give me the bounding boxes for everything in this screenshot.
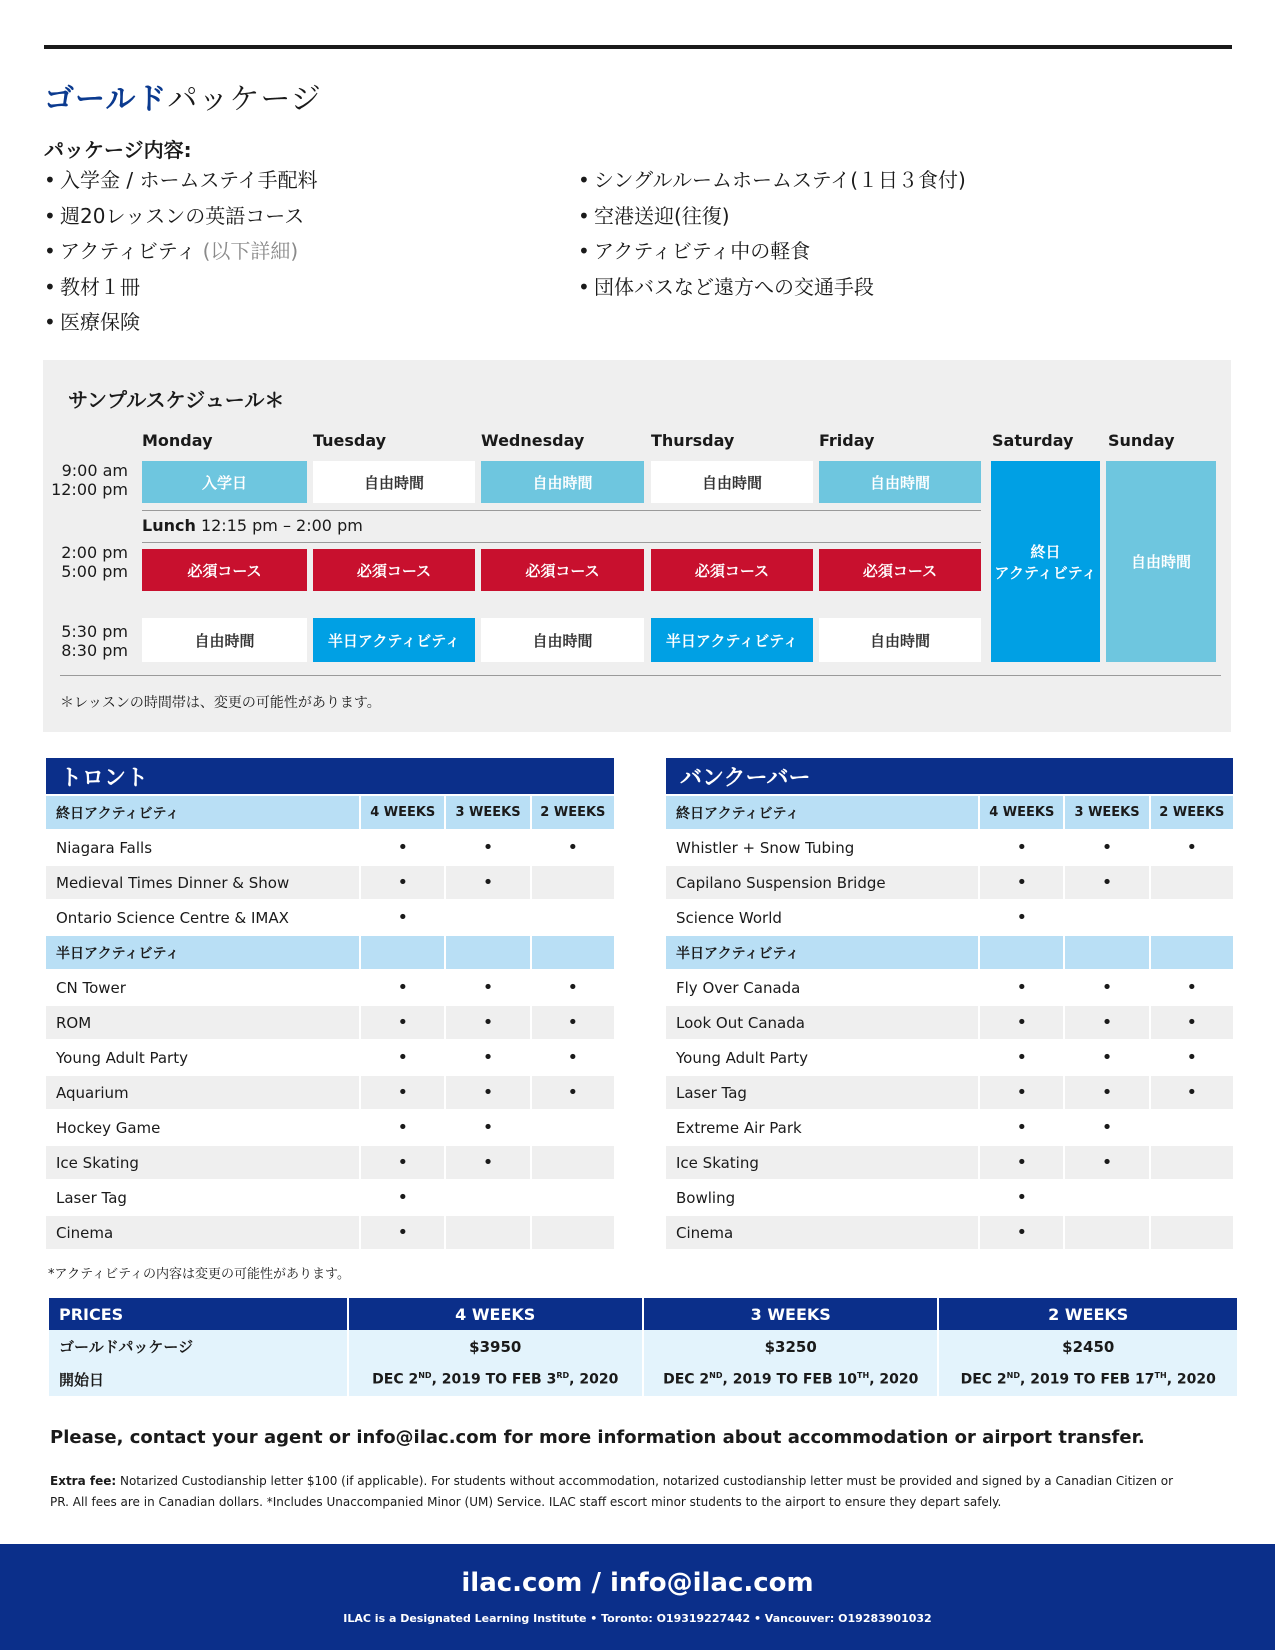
title-accent: ゴールド (44, 82, 168, 117)
table-row: Niagara Falls • • • (46, 831, 614, 864)
table-row: Cinema • (46, 1216, 614, 1249)
fine-print: Extra fee: Notarized Custodianship letter $100 (if applicable). For students without accommodation, notarized custodianship letter must be provided and signed by a Canadian Citizen or PR. All fees are in Canadian dollars. *Includes Unaccompanied Minor (UM) Service. ILAC staff escort minor students to the airport to ensure they depart safely. (50, 1474, 1174, 1509)
table-section-header: 半日アクティビティ (666, 936, 1233, 969)
package-list-left (44, 163, 318, 341)
list-item: • 空港送迎(往復) (578, 203, 730, 228)
divider (60, 675, 1221, 676)
package-heading: パッケージ内容: (44, 138, 192, 162)
table-row: Look Out Canada • • • (666, 1006, 1233, 1039)
table-row: Hockey Game • • (46, 1111, 614, 1144)
table-section-header: 半日アクティビティ (46, 936, 614, 969)
schedule-cell-tue-pm: 必須コース (313, 549, 475, 591)
table-row: Cinema • (666, 1216, 1233, 1249)
schedule-cell-saturday: 終日 アクティビティ (991, 461, 1100, 662)
footer-links: ilac.com / info@ilac.com (461, 1568, 814, 1598)
schedule-cell-mon-pm: 必須コース (142, 549, 307, 591)
table-row: Laser Tag • (46, 1181, 614, 1214)
list-item: • 医療保険 (44, 310, 140, 334)
table-row: Young Adult Party • • • (46, 1041, 614, 1074)
prices-value-row: ゴールドパッケージ $3950 $3250 $2450 (49, 1330, 1237, 1363)
table-row: Young Adult Party • • • (666, 1041, 1233, 1074)
table-row: Capilano Suspension Bridge • • (666, 866, 1233, 899)
table-row: Bowling • (666, 1181, 1233, 1214)
divider (142, 510, 981, 511)
vancouver-activities-table (664, 794, 1235, 1251)
page-title (44, 74, 322, 118)
table-row: CN Tower • • • (46, 971, 614, 1004)
title-rest: パッケージ (167, 82, 322, 117)
day-header-thursday: Thursday (651, 431, 735, 450)
top-rule (44, 45, 1232, 49)
list-item: • シングルルームホームステイ(１日３食付) (578, 168, 966, 192)
divider (142, 542, 981, 543)
day-header-tuesday: Tuesday (313, 431, 387, 450)
table-section-header: 終日アクティビティ 4 WEEKS 3 WEEKS 2 WEEKS (666, 796, 1233, 829)
schedule-cell-sunday: 自由時間 (1106, 461, 1216, 662)
list-item: • 団体バスなど遠方への交通手段 (578, 274, 874, 299)
toronto-activities-table (44, 794, 616, 1251)
table-row: Ice Skating • • (666, 1146, 1233, 1179)
day-header-monday: Monday (142, 431, 213, 450)
table-row: Science World • (666, 901, 1233, 934)
prices-header-row: PRICES 4 WEEKS 3 WEEKS 2 WEEKS (49, 1298, 1237, 1330)
prices-table (47, 1298, 1239, 1396)
table-row: Whistler + Snow Tubing • • • (666, 831, 1233, 864)
table-row: Extreme Air Park • • (666, 1111, 1233, 1144)
list-item: • 入学金 / ホームステイ手配料 (44, 168, 318, 192)
schedule-title: サンプルスケジュール＊ (68, 388, 285, 412)
contact-line: Please, contact your agent or info@ilac.com for more information about accommodation or airport transfer. (50, 1427, 1145, 1448)
time-morning: 9:00 am 12:00 pm (51, 461, 128, 499)
lunch-label: Lunch 12:15 pm – 2:00 pm (142, 516, 363, 535)
list-item: • 教材１冊 (44, 274, 140, 299)
toronto-header: トロント (46, 758, 614, 794)
schedule-cell-mon-eve: 自由時間 (142, 618, 307, 662)
schedule-cell-thu-pm: 必須コース (651, 549, 813, 591)
footer-legal: ILAC is a Designated Learning Institute • Toronto: O19319227442 • Vancouver: O19283901032 (343, 1612, 932, 1625)
schedule-cell-mon-am: 入学日 (142, 461, 307, 503)
schedule-cell-thu-am: 自由時間 (651, 461, 813, 503)
schedule-cell-fri-pm: 必須コース (819, 549, 981, 591)
table-row: Laser Tag • • • (666, 1076, 1233, 1109)
schedule-note: ＊レッスンの時間帯は、変更の可能性があります。 (60, 695, 381, 711)
prices-date-row: 開始日 DEC 2ND, 2019 TO FEB 3RD, 2020 DEC 2ND, 2019 TO FEB 10TH, 2020 DEC 2ND, 2019 TO FEB 17TH, 2020 (49, 1363, 1237, 1396)
schedule-cell-thu-eve: 半日アクティビティ (651, 618, 813, 662)
list-item: • アクティビティ中の軽食 (578, 239, 811, 263)
schedule-cell-tue-am: 自由時間 (313, 461, 475, 503)
table-row: ROM • • • (46, 1006, 614, 1039)
vancouver-header: バンクーバー (666, 758, 1233, 794)
day-header-saturday: Saturday (992, 431, 1074, 450)
day-header-friday: Friday (819, 431, 875, 450)
time-afternoon: 2:00 pm 5:00 pm (61, 543, 128, 581)
day-header-wednesday: Wednesday (481, 431, 585, 450)
table-section-header: 終日アクティビティ 4 WEEKS 3 WEEKS 2 WEEKS (46, 796, 614, 829)
footer (0, 1544, 1275, 1650)
list-item: • 週20レッスンの英語コース (44, 203, 305, 228)
table-row: Aquarium • • • (46, 1076, 614, 1109)
table-row: Ontario Science Centre & IMAX • (46, 901, 614, 934)
table-row: Fly Over Canada • • • (666, 971, 1233, 1004)
package-list-right (578, 163, 966, 305)
table-row: Medieval Times Dinner & Show • • (46, 866, 614, 899)
table-row: Ice Skating • • (46, 1146, 614, 1179)
activity-note: *アクティビティの内容は変更の可能性があります。 (48, 1267, 350, 1282)
day-header-sunday: Sunday (1108, 431, 1175, 450)
schedule-cell-wed-am: 自由時間 (481, 461, 644, 503)
schedule-cell-fri-am: 自由時間 (819, 461, 981, 503)
schedule-cell-wed-eve: 自由時間 (481, 618, 644, 662)
schedule-cell-tue-eve: 半日アクティビティ (313, 618, 475, 662)
time-evening: 5:30 pm 8:30 pm (61, 622, 128, 660)
schedule-cell-wed-pm: 必須コース (481, 549, 644, 591)
list-item: • アクティビティ (以下詳細) (44, 239, 299, 263)
schedule-cell-fri-eve: 自由時間 (819, 618, 981, 662)
